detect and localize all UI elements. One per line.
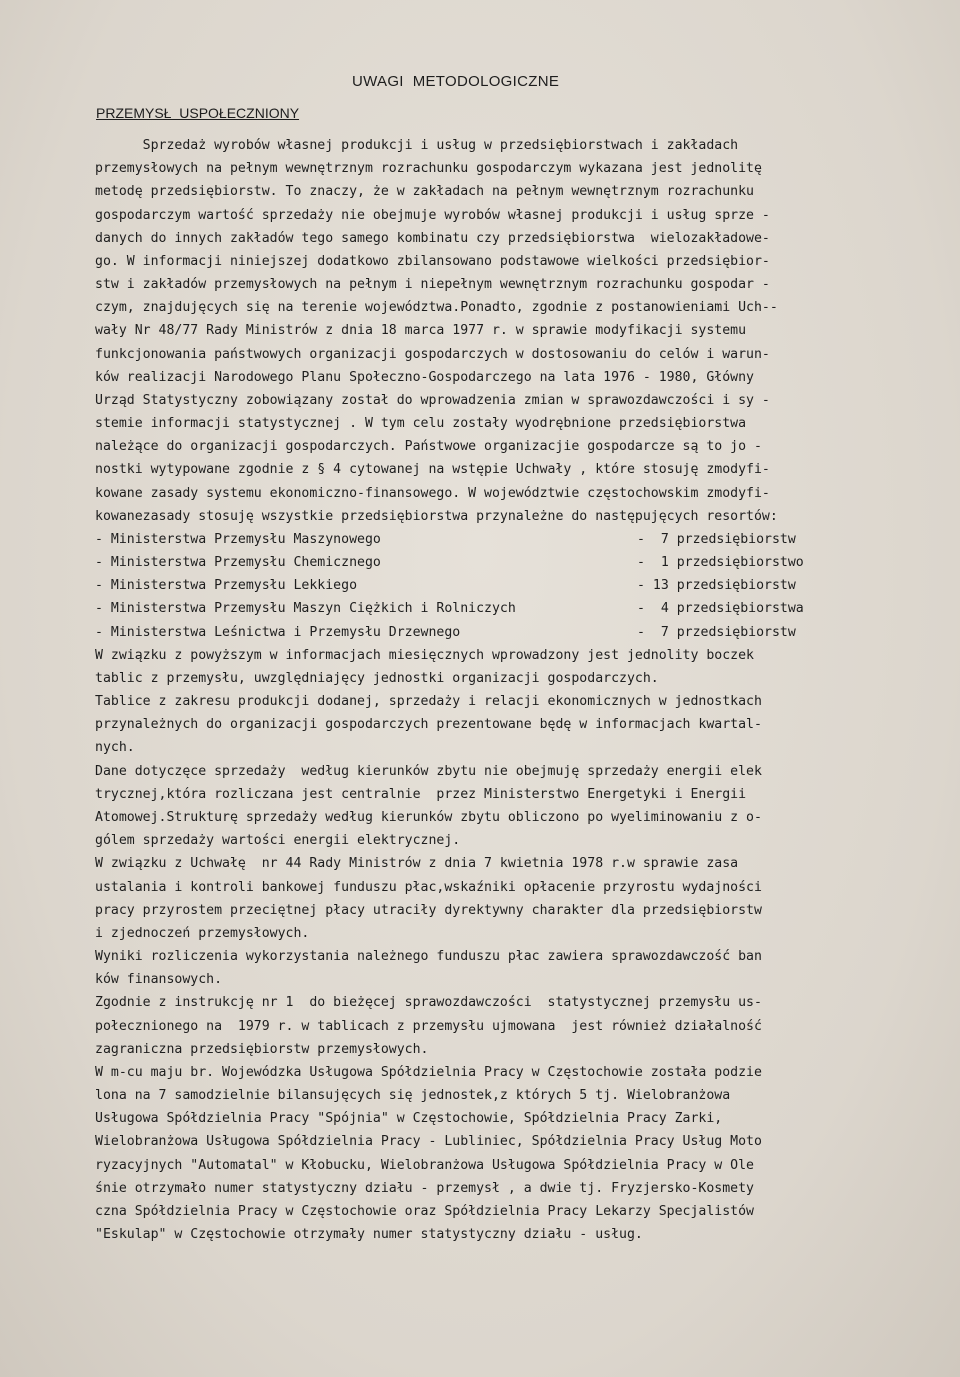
text-line: kowane zasady systemu ekonomiczno-finansowego. W województwie częstochowskim zmodyfi-	[95, 485, 770, 501]
text-line: Urząd Statystyczny zobowiązany został do wprowadzenia zmian w sprawozdawczości i sy -	[95, 392, 770, 408]
text-line: śnie otrzymało numer statystyczny działu - przemysł , a dwie tj. Fryzjersko-Kosmety	[95, 1180, 754, 1196]
text-line: czna Spółdzielnia Pracy w Częstochowie oraz Spółdzielnia Pracy Lekarzy Specjalistów	[95, 1203, 754, 1219]
ministry-row	[95, 551, 905, 574]
text-line: W związku z Uchwałę nr 44 Rady Ministrów z dnia 7 kwietnia 1978 r.w sprawie zasa	[95, 856, 739, 872]
text-line: Wyniki rozliczenia wykorzystania należnego funduszu płac zawiera sprawozdawczość ban	[95, 949, 762, 965]
ministry-list	[95, 528, 905, 644]
ministry-name: - Ministerstwa Leśnictwa i Przemysłu Drzewnego	[95, 624, 461, 640]
page-title: UWAGI METODOLOGICZNE	[352, 73, 560, 90]
text-line: przemysłowych na pełnym wewnętrznym rozrachunku gospodarczym wykazana jest jednolitę	[95, 161, 762, 177]
text-line: ków realizacji Narodowego Planu Społeczno-Gospodarczego na lata 1976 - 1980, Główny	[95, 369, 754, 385]
section-heading: PRZEMYSŁ USPOŁECZNIONY	[96, 105, 300, 121]
text-line: W związku z powyższym w informacjach miesięcznych wprowadzony jest jednolity boczek	[95, 647, 754, 663]
ministry-row	[95, 597, 905, 620]
text-line: i zjednoczeń przemysłowych.	[95, 925, 310, 941]
text-line: zagraniczna przedsiębiorstw przemysłowych.	[95, 1041, 429, 1057]
ministry-name: - Ministerstwa Przemysłu Maszynowego	[95, 531, 381, 547]
text-line: W m-cu maju br. Wojewódzka Usługowa Spółdzielnia Pracy w Częstochowie została podzie	[95, 1064, 762, 1080]
text-line: "Eskulap" w Częstochowie otrzymały numer statystyczny działu - usług.	[95, 1227, 643, 1243]
text-line: należące do organizacji gospodarczych. Państwowe organizacjie gospodarcze są to jo -	[95, 439, 762, 455]
text-line: ryzacyjnych "Automatal" w Kłobucku, Wielobranżowa Usługowa Spółdzielnia Pracy w Ole	[95, 1157, 754, 1173]
text-line: stw i zakładów przemysłowych na pełnym i niepełnym wewnętrznym rozrachunku gospodar -	[95, 277, 770, 293]
text-line: pracy przyrostem przeciętnej płacy utraciły dyrektywny charakter dla przedsiębiorstw	[95, 902, 762, 918]
text-line: wały Nr 48/77 Rady Ministrów z dnia 18 marca 1977 r. w sprawie modyfikacji systemu	[95, 323, 747, 339]
enterprise-count: - 7 przedsiębiorstw	[637, 624, 796, 640]
text-line: funkcjonowania państwowych organizacji gospodarczych w dostosowaniu do celów i warun-	[95, 346, 770, 362]
text-line: gólem sprzedaży wartości energii elektrycznej.	[95, 833, 461, 849]
text-line: nostki wytypowane zgodnie z § 4 cytowanej na wstępie Uchwały , które stosuję zmodyfi-	[95, 462, 770, 478]
text-line: ustalania i kontroli bankowej funduszu płac,wskaźniki opłacenie przyrostu wydajności	[95, 879, 762, 895]
ministry-name: - Ministerstwa Przemysłu Maszyn Ciężkich i Rolniczych	[95, 601, 516, 617]
text-line: metodę przedsiębiorstw. To znaczy, że w zakładach na pełnym wewnętrznym rozrachunku	[95, 184, 754, 200]
ministry-name: - Ministerstwa Przemysłu Chemicznego	[95, 555, 381, 571]
enterprise-count: - 4 przedsiębiorstwa	[637, 601, 804, 617]
text-line: Dane dotyczęce sprzedaży według kierunków zbytu nie obejmuję sprzedaży energii elek	[95, 763, 762, 779]
text-line: nych.	[95, 740, 135, 756]
text-line: go. W informacji niniejszej dodatkowo zbilansowano podstawowe wielkości przedsiębior-	[95, 253, 770, 269]
ministry-name: - Ministerstwa Przemysłu Lekkiego	[95, 578, 358, 594]
text-line: ków finansowych.	[95, 972, 223, 988]
text-line: Sprzedaż wyrobów własnej produkcji i usług w przedsiębiorstwach i zakładach	[95, 138, 739, 153]
text-line: Tablice z zakresu produkcji dodanej, sprzedaży i relacji ekonomicznych w jednostkach	[95, 694, 762, 710]
enterprise-count: - 13 przedsiębiorstw	[637, 578, 796, 594]
text-line: lona na 7 samodzielnie bilansujęcych się jednostek,z których 5 tj. Wielobranżowa	[95, 1088, 731, 1104]
enterprise-count: - 7 przedsiębiorstw	[637, 531, 796, 547]
text-line: Zgodnie z instrukcję nr 1 do bieżęcej sprawozdawczości statystycznej przemysłu us-	[95, 995, 762, 1011]
text-line: kowanezasady stosuję wszystkie przedsiębiorstwa przynależne do następujęcych resortów:	[95, 508, 778, 524]
text-line: tablic z przemysłu, uwzględniajęcy jednostki organizacji gospodarczych.	[95, 670, 659, 686]
text-line: Usługowa Spółdzielnia Pracy "Spójnia" w Częstochowie, Spółdzielnia Pracy Zarki,	[95, 1111, 723, 1127]
text-line: gospodarczym wartość sprzedaży nie obejmuje wyrobów własnej produkcji i usług sprze -	[95, 207, 770, 223]
document-body	[95, 134, 905, 1246]
text-line: przynależnych do organizacji gospodarczych prezentowane będę w informacjach kwartal-	[95, 717, 762, 733]
text-line: trycznej,która rozliczana jest centralnie przez Ministerstwo Energetyki i Energii	[95, 786, 747, 802]
text-line: stemie informacji statystycznej . W tym celu zostały wyodrębnione przedsiębiorstwa	[95, 416, 747, 432]
text-line: danych do innych zakładów tego samego kombinatu czy przedsiębiorstwa wielozakładowe-	[95, 230, 770, 246]
text-line: połecznionego na 1979 r. w tablicach z przemysłu ujmowana jest również działalność	[95, 1018, 762, 1034]
paragraph-methodology	[95, 134, 905, 528]
ministry-row	[95, 528, 905, 551]
ministry-row	[95, 574, 905, 597]
paragraph-notes	[95, 644, 905, 1246]
text-line: czym, znajdujęcych się na terenie województwa.Ponadto, zgodnie z postanowieniami Uch--	[95, 300, 778, 316]
enterprise-count: - 1 przedsiębiorstwo	[637, 555, 804, 571]
ministry-row	[95, 621, 905, 644]
text-line: Wielobranżowa Usługowa Spółdzielnia Pracy - Lubliniec, Spółdzielnia Pracy Usług Moto	[95, 1134, 762, 1150]
text-line: Atomowej.Strukturę sprzedaży według kierunków zbytu obliczono po wyeliminowaniu z o-	[95, 809, 762, 825]
